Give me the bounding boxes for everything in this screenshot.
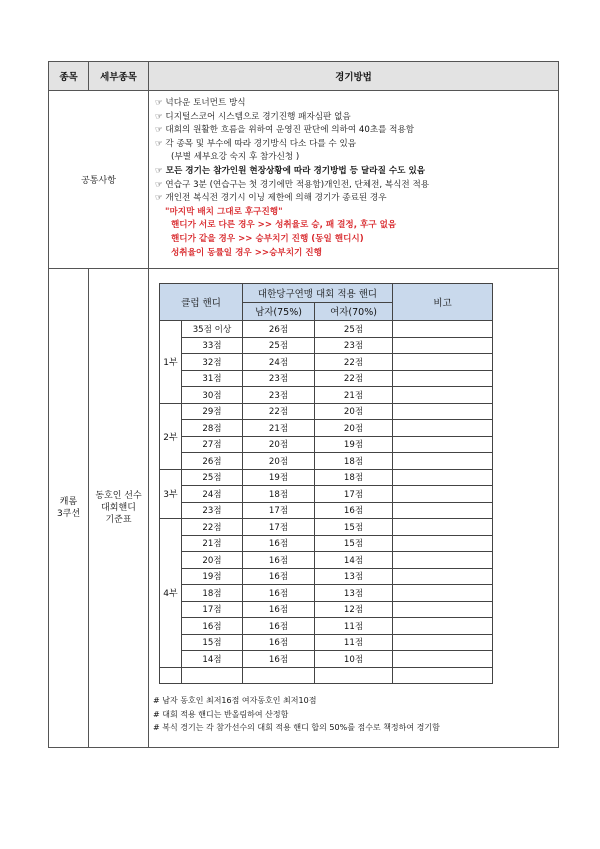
club-handicap: 20점 [182,552,243,569]
note-cell [393,552,493,569]
table-row [160,337,493,354]
table-row [160,651,493,668]
note-line: # 남자 동호인 최저16점 여자동호인 최저10점 [153,696,317,706]
note-cell [393,337,493,354]
general-row [49,91,559,269]
female-handicap: 12점 [315,601,393,618]
note-cell [393,420,493,437]
club-handicap: 14점 [182,651,243,668]
club-handicap: 17점 [182,601,243,618]
empty-cell [315,667,393,684]
note-cell [393,469,493,486]
event-label-line: 캐롬 [59,496,78,507]
note-cell [393,370,493,387]
header-row [49,62,559,91]
note-cell [393,634,493,651]
club-handicap: 25점 [182,469,243,486]
method-item: ☞ 모든 경기는 참가인원 현장상황에 따라 경기방법 등 달라질 수도 있음 [155,165,426,176]
male-handicap: 25점 [243,337,315,354]
note-cell [393,519,493,536]
club-handicap: 18점 [182,585,243,602]
method-item: ☞ 대회의 원활한 흐름을 위하여 운영진 판단에 의하여 40초를 적용함 [155,125,415,136]
method-item: ☞ 각 종목 및 부수에 따라 경기방식 다소 다를 수 있음 [155,138,357,149]
table-row [160,585,493,602]
table-row [160,387,493,404]
table-row [160,370,493,387]
sub-event-line: 대회핸디 [101,502,136,513]
female-handicap: 17점 [315,486,393,503]
note-cell [393,354,493,371]
club-handicap: 15점 [182,634,243,651]
table-row [160,469,493,486]
male-handicap: 18점 [243,486,315,503]
female-handicap: 14점 [315,552,393,569]
note-cell [393,618,493,635]
empty-cell [393,667,493,684]
female-handicap: 11점 [315,634,393,651]
club-handicap: 30점 [182,387,243,404]
red-line: "마지막 배치 그대로 후구진행" [165,206,283,217]
female-handicap: 11점 [315,618,393,635]
male-handicap: 16점 [243,585,315,602]
female-handicap: 22점 [315,354,393,371]
note-cell [393,651,493,668]
table-row [160,354,493,371]
female-handicap: 20점 [315,403,393,420]
female-handicap: 16점 [315,502,393,519]
female-handicap: 23점 [315,337,393,354]
male-handicap: 26점 [243,321,315,338]
table-row [160,601,493,618]
red-line: 성취율이 동률일 경우 >>승부치기 진행 [171,247,322,258]
male-handicap: 16점 [243,568,315,585]
male-handicap: 20점 [243,436,315,453]
male-handicap: 16점 [243,601,315,618]
notes [153,694,558,735]
method-item: (부별 세부요강 숙지 후 참가신청 ) [171,152,300,163]
note-line: # 복식 경기는 각 참가선수의 대회 적용 핸디 합의 50%를 점수로 책정하여 경기함 [153,723,440,733]
method-item: ☞ 개인전 복식전 경기시 이닝 제한에 의해 경기가 종료된 경우 [155,193,387,204]
male-handicap: 19점 [243,469,315,486]
table-row [160,535,493,552]
rules-table [48,61,559,748]
note-cell [393,403,493,420]
general-label: 공통사항 [49,91,149,269]
female-handicap: 10점 [315,651,393,668]
sub-event-label [89,269,149,748]
club-handicap: 27점 [182,436,243,453]
note-cell [393,535,493,552]
club-handicap: 26점 [182,453,243,470]
club-handicap: 23점 [182,502,243,519]
female-handicap: 18점 [315,469,393,486]
event-row [49,269,559,748]
club-handicap: 32점 [182,354,243,371]
table-row [160,403,493,420]
note-cell [393,453,493,470]
handicap-cell [149,269,559,748]
table-row [160,486,493,503]
event-label [49,269,89,748]
note-cell [393,436,493,453]
table-row [160,618,493,635]
female-handicap: 20점 [315,420,393,437]
male-handicap: 22점 [243,403,315,420]
club-handicap: 35점 이상 [182,321,243,338]
empty-row [160,667,493,684]
note-cell [393,486,493,503]
club-handicap: 28점 [182,420,243,437]
header-event: 종목 [49,62,89,91]
red-line: 핸디가 같을 경우 >> 승부치기 진행 (동일 핸디시) [171,233,364,244]
female-handicap: 15점 [315,519,393,536]
header-method: 경기방법 [149,62,559,91]
male-handicap: 24점 [243,354,315,371]
sub-event-line: 동호인 선수 [95,490,142,501]
sub-event-line: 기준표 [105,514,132,525]
method-item: ☞ 넉다운 토너먼트 방식 [155,98,246,108]
empty-cell [243,667,315,684]
group-label: 1부 [160,321,182,404]
club-handicap: 16점 [182,618,243,635]
table-row [160,453,493,470]
female-handicap: 21점 [315,387,393,404]
handicap-body [160,321,493,684]
female-handicap: 13점 [315,568,393,585]
table-row [160,568,493,585]
note-cell [393,601,493,618]
male-handicap: 23점 [243,370,315,387]
table-row [160,552,493,569]
table-row [160,519,493,536]
group-label: 4부 [160,519,182,668]
group-label: 3부 [160,469,182,519]
male-handicap: 20점 [243,453,315,470]
club-handicap: 33점 [182,337,243,354]
club-handicap: 24점 [182,486,243,503]
method-item: ☞ 연습구 3분 (연습구는 첫 경기에만 적용함)개인전, 단체전, 복식전 적용 [155,179,430,190]
general-methods [149,91,559,269]
note-line: # 대회 적용 핸디는 반올림하여 산정함 [153,709,289,719]
club-handicap: 21점 [182,535,243,552]
red-line: 핸디가 서로 다른 경우 >> 성취율로 승, 패 결정, 후구 없음 [171,220,397,231]
col-male: 남자(75%) [243,302,315,321]
female-handicap: 22점 [315,370,393,387]
male-handicap: 16점 [243,618,315,635]
club-handicap: 29점 [182,403,243,420]
group-label: 2부 [160,403,182,469]
club-handicap: 22점 [182,519,243,536]
male-handicap: 16점 [243,535,315,552]
club-handicap: 19점 [182,568,243,585]
male-handicap: 16점 [243,651,315,668]
table-row [160,436,493,453]
table-row [160,502,493,519]
empty-cell [182,667,243,684]
male-handicap: 16점 [243,552,315,569]
female-handicap: 13점 [315,585,393,602]
note-cell [393,585,493,602]
handicap-table [159,283,493,684]
female-handicap: 18점 [315,453,393,470]
male-handicap: 23점 [243,387,315,404]
col-assoc-handicap: 대한당구연맹 대회 적용 핸디 [243,284,393,303]
note-cell [393,568,493,585]
method-item: ☞ 디지털스코어 시스템으로 경기진행 패자심판 없음 [155,111,351,122]
handicap-header-row [160,284,493,303]
table-row [160,634,493,651]
col-club-handicap: 클럽 핸디 [160,284,243,321]
note-cell [393,387,493,404]
male-handicap: 16점 [243,634,315,651]
male-handicap: 17점 [243,502,315,519]
female-handicap: 25점 [315,321,393,338]
female-handicap: 19점 [315,436,393,453]
empty-cell [160,667,182,684]
male-handicap: 21점 [243,420,315,437]
table-row [160,321,493,338]
female-handicap: 15점 [315,535,393,552]
event-label-line: 3쿠션 [56,508,81,519]
table-row [160,420,493,437]
note-cell [393,502,493,519]
col-note: 비고 [393,284,493,321]
col-female: 여자(70%) [315,302,393,321]
header-sub-event: 세부종목 [89,62,149,91]
club-handicap: 31점 [182,370,243,387]
note-cell [393,321,493,338]
male-handicap: 17점 [243,519,315,536]
